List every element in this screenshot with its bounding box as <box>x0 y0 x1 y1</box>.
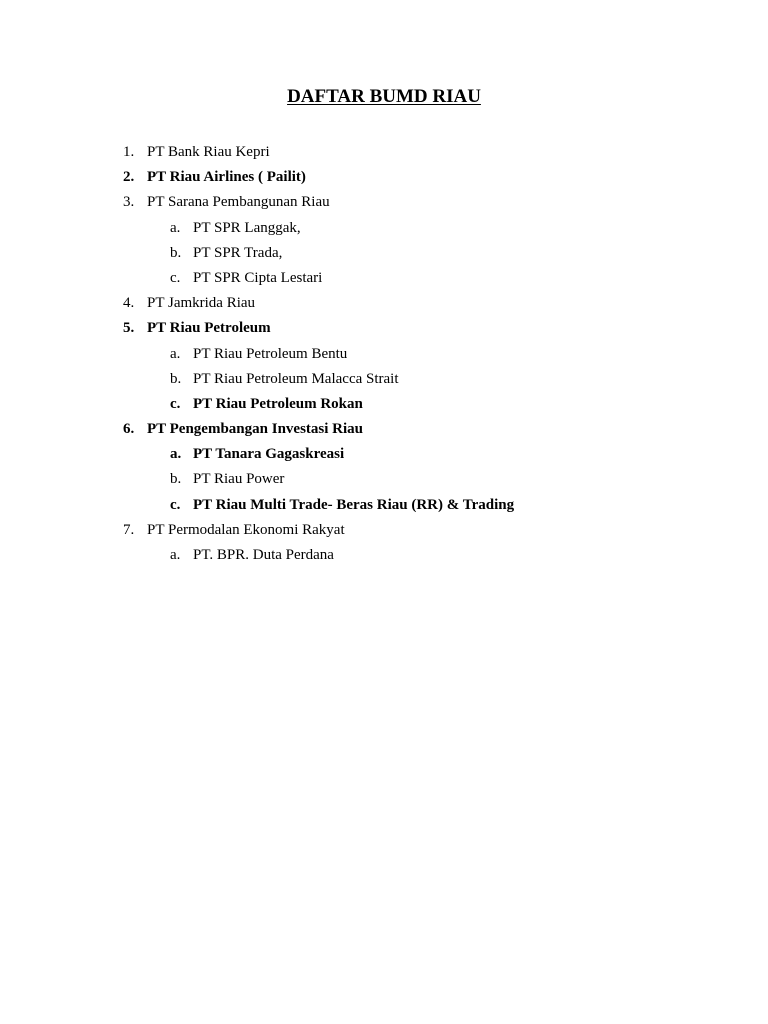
list-item <box>0 318 768 343</box>
list-marker: 4. <box>123 295 135 312</box>
list-marker: 3. <box>123 194 135 211</box>
sub-list-item <box>0 369 768 394</box>
list-item <box>0 293 768 318</box>
sub-list-item <box>0 268 768 293</box>
list-marker: 6. <box>123 421 135 438</box>
list-item <box>0 520 768 545</box>
list-item-text: PT Riau Multi Trade- Beras Riau (RR) & Trading <box>193 496 515 513</box>
list-item-text: PT Permodalan Ekonomi Rakyat <box>147 521 345 538</box>
list-marker: b. <box>170 370 182 387</box>
list-marker: a. <box>170 219 181 236</box>
list-item-text: PT Bank Riau Kepri <box>147 144 270 160</box>
list-marker: b. <box>170 244 182 261</box>
sub-list-item <box>0 344 768 369</box>
list-item-text: PT Riau Power <box>193 471 285 488</box>
list-item-text: PT Riau Petroleum Malacca Strait <box>193 370 399 387</box>
list-marker: b. <box>170 471 182 488</box>
list-marker: 1. <box>123 144 135 160</box>
list-item-text: PT Riau Airlines ( Pailit) <box>147 169 306 186</box>
list-item <box>0 167 768 192</box>
sub-list-item <box>0 444 768 469</box>
list-marker: c. <box>170 269 181 286</box>
sub-list-item <box>0 243 768 268</box>
list-item-text: PT Sarana Pembangunan Riau <box>147 194 330 211</box>
list-item-text: PT Riau Petroleum <box>147 320 271 337</box>
list-marker: 7. <box>123 521 135 538</box>
list-item-text: PT SPR Langgak, <box>193 219 301 236</box>
list-item-text: PT Tanara Gagaskreasi <box>193 446 345 463</box>
list-item-text: PT SPR Cipta Lestari <box>193 269 323 286</box>
list-marker: c. <box>170 395 181 412</box>
list-item-text: PT. BPR. Duta Perdana <box>193 547 334 563</box>
page-title: DAFTAR BUMD RIAU <box>287 86 481 107</box>
sub-list-item <box>0 545 768 570</box>
list-item-text: PT Riau Petroleum Bentu <box>193 345 348 362</box>
list-marker: a. <box>170 446 182 463</box>
sub-list-item <box>0 394 768 419</box>
list-marker: 2. <box>123 169 135 186</box>
sub-list-item <box>0 218 768 243</box>
list-marker: c. <box>170 496 181 513</box>
bumd-list <box>0 142 768 570</box>
list-item <box>0 419 768 444</box>
list-item-text: PT Jamkrida Riau <box>147 295 256 312</box>
list-marker: a. <box>170 345 181 362</box>
list-marker: a. <box>170 547 181 563</box>
list-item <box>0 142 768 167</box>
sub-list-item <box>0 469 768 494</box>
list-item <box>0 192 768 217</box>
sub-list-item <box>0 495 768 520</box>
list-item-text: PT SPR Trada, <box>193 244 283 261</box>
list-item-text: PT Riau Petroleum Rokan <box>193 395 363 412</box>
list-item-text: PT Pengembangan Investasi Riau <box>147 421 364 438</box>
list-marker: 5. <box>123 320 135 337</box>
